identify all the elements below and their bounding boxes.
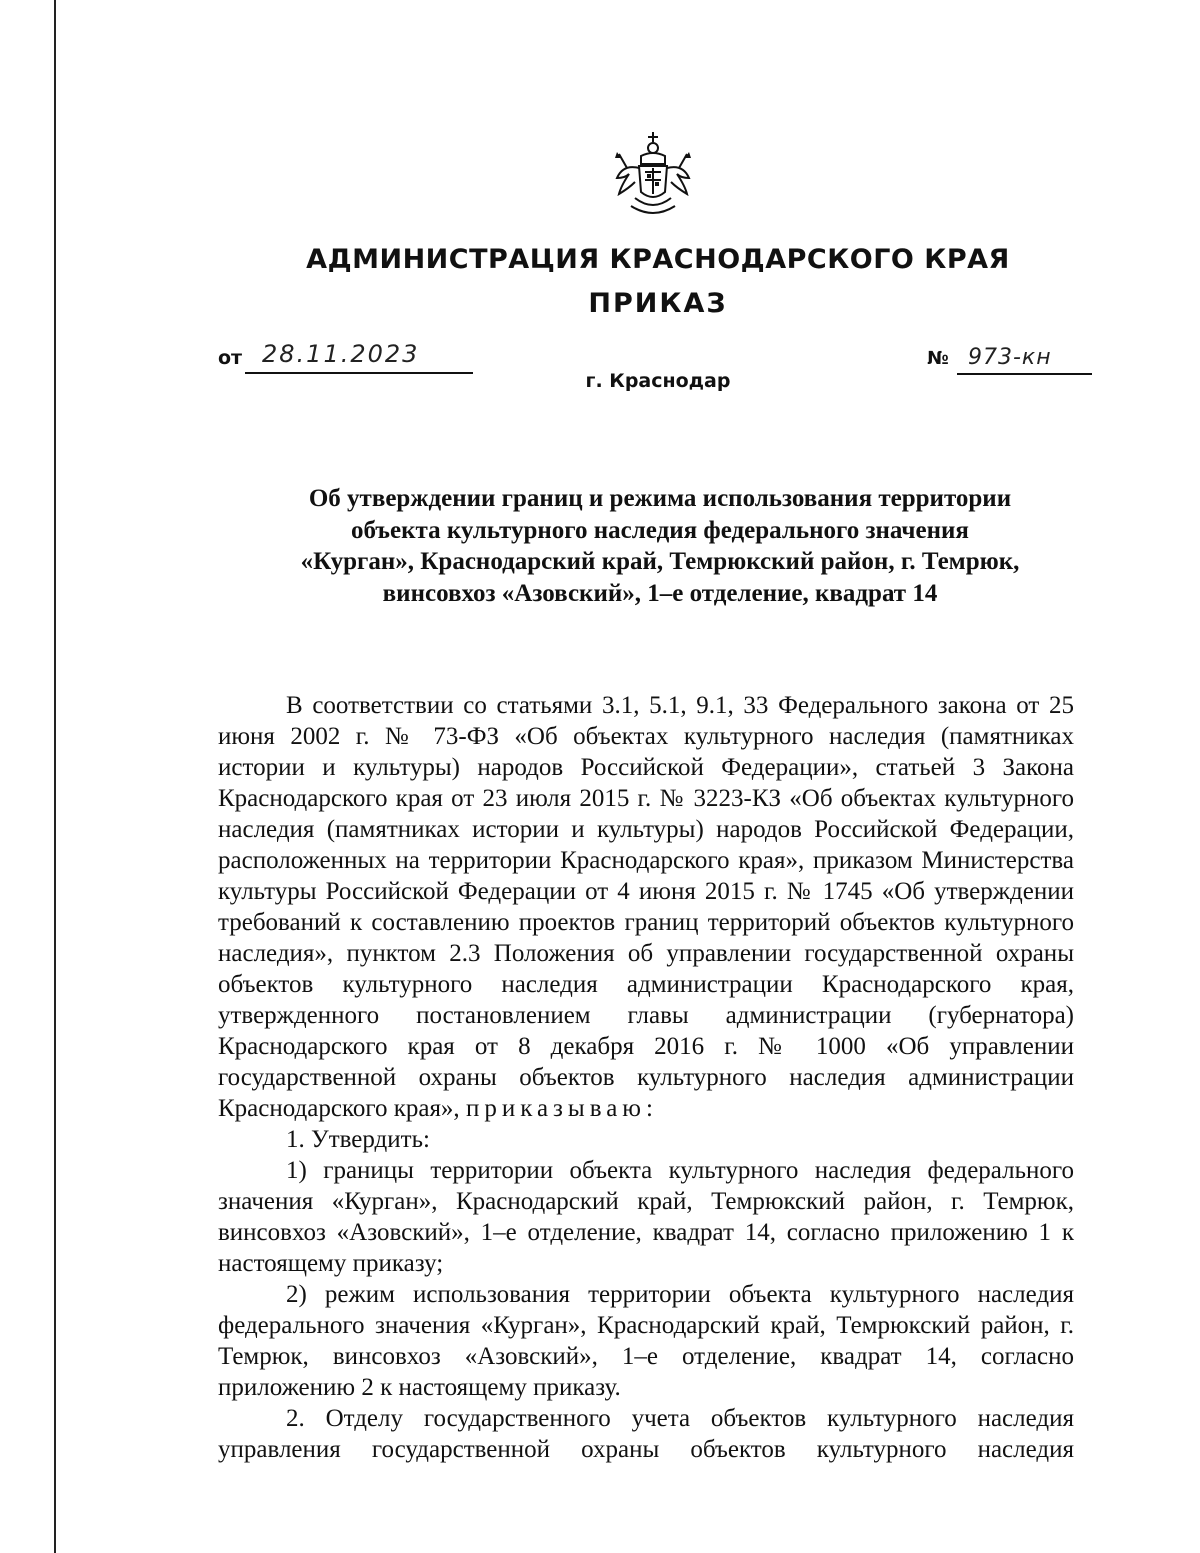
subject-line: объекта культурного наследия федерального значения — [351, 516, 969, 544]
handwritten-date: 28.11.2023 — [262, 340, 420, 368]
city-line: г. Краснодар — [585, 370, 731, 392]
document-body — [218, 690, 1074, 1465]
item-2-paragraph: 2. Отделу государственного учета объектов культурного наследия управления государственной охраны объектов культурного наследия — [218, 1405, 1074, 1463]
agency-name: АДМИНИСТРАЦИЯ КРАСНОДАРСКОГО КРАЯ — [306, 244, 1010, 275]
item-1-2-paragraph: 2) режим использования территории объекта культурного наследия федерального значения «Курган», Краснодарский край, Темрюкский район, г. Темрюк, винсовхоз «Азовский», 1–е отделение, квадрат 14, согласно приложению 2 к настоящему приказу. — [218, 1281, 1074, 1401]
document-type: ПРИКАЗ — [588, 288, 728, 319]
order-word: приказываю: — [465, 1095, 658, 1122]
preamble-text: В соответствии со статьями 3.1, 5.1, 9.1, 33 Федерального закона от 25 июня 2002 г. № 73-ФЗ «Об объектах культурного наследия (памятниках истории и культуры) народов Российской Федерации», статьей 3 Закона Краснодарского края от 23 июля 2015 г. № 3223-КЗ «Об объектах культурного наследия (памятниках истории и культуры) народов Российской Федерации, расположенных на территории Краснодарского края», приказом Министерства культуры Российской Федерации от 4 июня 2015 г. № 1745 «Об утверждении требований к составлению проектов границ территорий объектов культурного наследия», пунктом 2.3 Положения об управлении государственной охраны объектов культурного наследия администрации Краснодарского края, утвержденного постановлением главы администрации (губернатора) Краснодарского края от 8 декабря 2016 г. № 1000 «Об управлении государственной охраны объектов культурного наследия администрации Краснодарского края», — [218, 692, 1074, 1122]
item-1-1-paragraph: 1) границы территории объекта культурного наследия федерального значения «Курган», Краснодарский край, Темрюкский район, г. Темрюк, винсовхоз «Азовский», 1–е отделение, квадрат 14, согласно приложению 1 к настоящему приказу; — [218, 1157, 1074, 1277]
order-subject — [230, 483, 1090, 609]
preamble-paragraph — [218, 690, 1074, 1124]
handwritten-number: 973-кн — [968, 345, 1052, 370]
subject-line: винсовхоз «Азовский», 1–е отделение, квадрат 14 — [382, 579, 938, 607]
scan-border-line — [54, 0, 56, 1553]
item-1-paragraph: 1. Утвердить: — [286, 1126, 430, 1153]
subject-line: «Курган», Краснодарский край, Темрюкский район, г. Темрюк, — [300, 548, 1020, 575]
krasnodar-coat-of-arms-icon — [611, 128, 695, 220]
number-label: № — [927, 348, 949, 369]
subject-line: Об утверждении границ и режима использования территории — [308, 485, 1012, 512]
date-label: от — [218, 347, 243, 369]
